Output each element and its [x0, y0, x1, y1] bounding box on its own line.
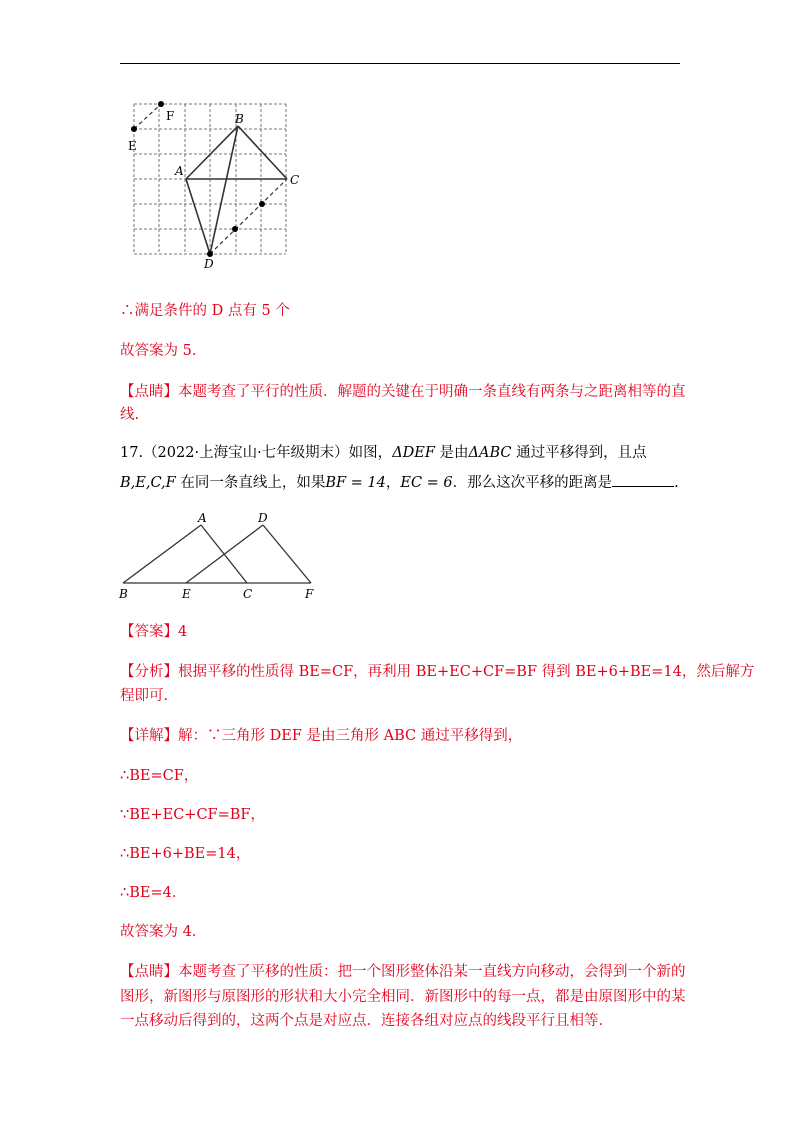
conclusion-line: ∴满足条件的 D 点有 5 个 [120, 303, 290, 319]
question-17-line2 [120, 472, 679, 493]
ec-equation: EC = 6 [400, 475, 453, 491]
detail-intro: 解：∵三角形 DEF 是由三角形 ABC 通过平移得到， [178, 728, 523, 744]
answer-row [120, 622, 187, 642]
step-3: ∴BE+6+BE=14， [120, 846, 251, 862]
question-source: （2022·上海宝山·七年级期末）如图， [143, 445, 393, 461]
question-text-a: 是由 [434, 445, 469, 461]
answer-tag: 【答案】 [120, 624, 178, 640]
comment-tag: 【点睛】 [120, 384, 178, 400]
collinear-points: B,E,C,F [120, 475, 176, 491]
label-E: E [128, 139, 137, 153]
label-F: F [166, 109, 175, 123]
question-text-c: 在同一条直线上，如果 [175, 475, 326, 491]
question-text-b: 通过平移得到，且点 [511, 445, 647, 461]
comment-2-text: 本题考查了平移的性质：把一个图形整体沿某一直线方向移动，会得到一个新的 [178, 964, 686, 980]
analysis-text: 根据平移的性质得 BE=CF，再利用 BE+EC+CF=BF 得到 BE+6+BE=14，然后解方 [178, 664, 755, 680]
answer-blank [612, 472, 674, 487]
label-F2: F [305, 587, 314, 601]
question-text-d: ．那么这次平移的距离是 [452, 475, 613, 491]
grid-figure [120, 95, 300, 270]
question-sep: ， [385, 475, 401, 491]
analysis-tag: 【分析】 [120, 664, 178, 680]
header-rule [120, 63, 680, 64]
question-17-line1 [120, 443, 647, 463]
bf-equation: BF = 14 [325, 475, 386, 491]
question-end: . [674, 475, 679, 491]
detail-tag: 【详解】 [120, 728, 178, 744]
analysis-row [120, 662, 754, 682]
triangle-def-sides [186, 525, 311, 583]
question-number: 17. [120, 445, 144, 461]
answer-value: 4 [178, 624, 188, 640]
label-A: A [175, 164, 184, 178]
triangle-abc: ΔABC [468, 445, 512, 461]
comment-2-line3: 一点移动后得到的，这两个点是对应点．连接各组对应点的线段平行且相等． [120, 1013, 613, 1029]
label-B: B [235, 112, 244, 126]
comment-2 [120, 962, 686, 982]
final-answer: 故答案为 4． [120, 924, 207, 940]
label-C: C [290, 173, 300, 187]
comment-1 [120, 382, 686, 402]
step-4: ∴BE=4． [120, 885, 187, 901]
triangle-abc-sides [123, 525, 247, 583]
comment-text: 本题考查了平行的性质．解题的关键在于明确一条直线有两条与之距离相等的直 [178, 384, 686, 400]
step-2: ∵BE+EC+CF=BF， [120, 807, 265, 823]
comment-2-line2: 图形，新图形与原图形的形状和大小完全相同．新图形中的每一点，都是由原图形中的某 [120, 989, 686, 1005]
label-A2: A [198, 511, 207, 525]
label-E2: E [182, 587, 191, 601]
analysis-row-cont: 程即可. [120, 688, 169, 704]
triangle-def: ΔDEF [392, 445, 435, 461]
label-D: D [204, 257, 214, 270]
label-C2: C [243, 587, 253, 601]
label-B2: B [119, 587, 128, 601]
translation-figure [115, 510, 325, 602]
detail-row [120, 726, 522, 746]
answer-line-1: 故答案为 5. [120, 343, 197, 359]
comment-2-tag: 【点睛】 [120, 964, 178, 980]
label-D2: D [258, 511, 268, 525]
comment-1-cont: 线. [120, 407, 140, 423]
step-1: ∴BE=CF， [120, 768, 199, 784]
